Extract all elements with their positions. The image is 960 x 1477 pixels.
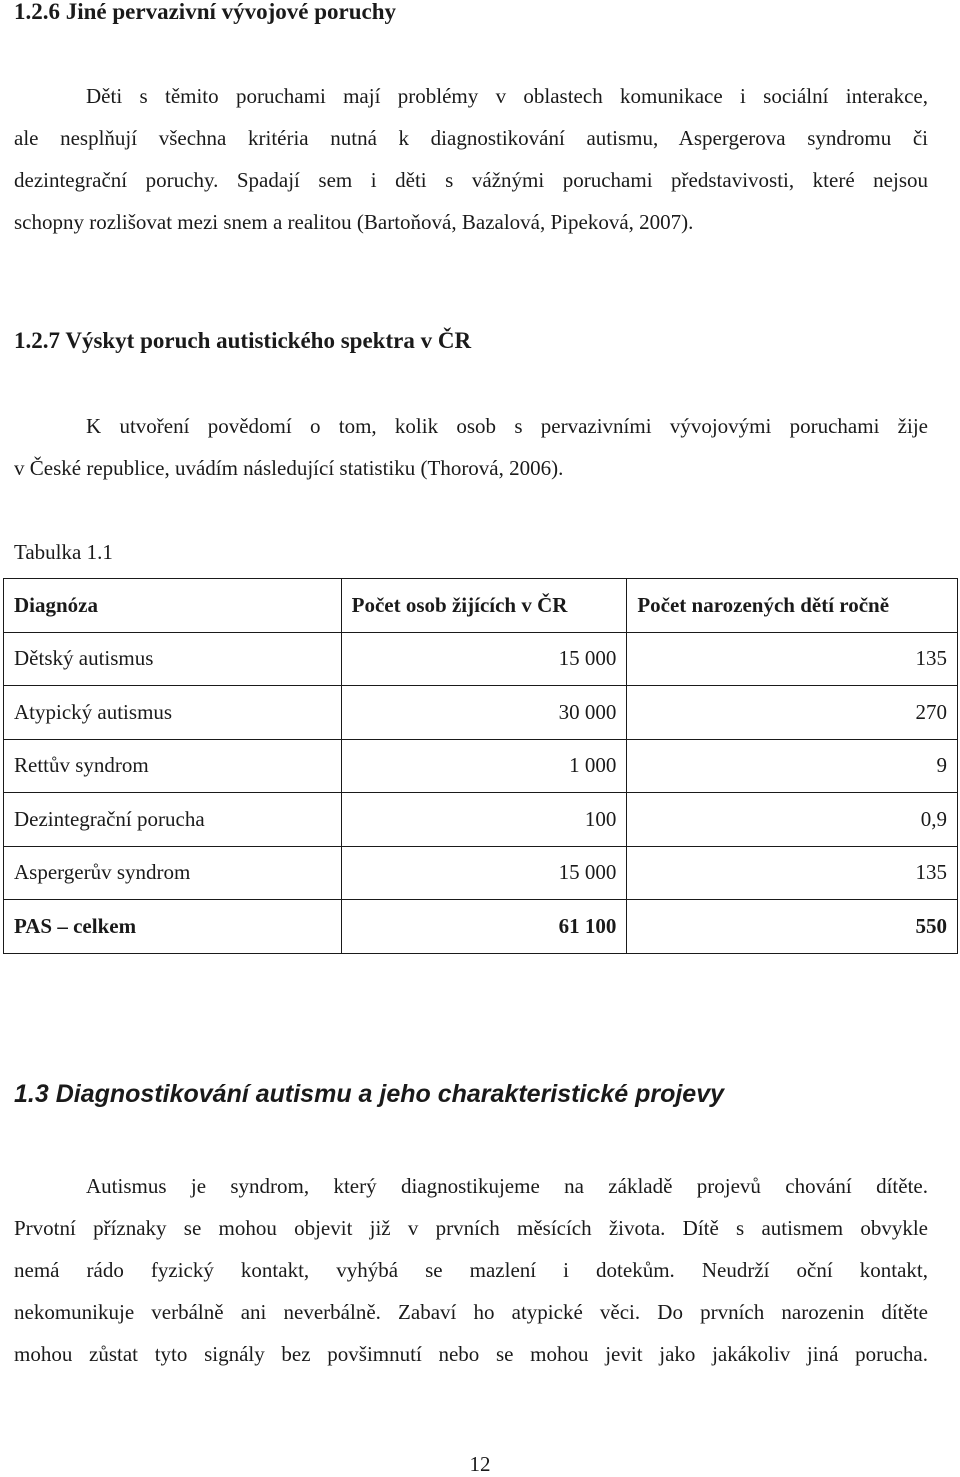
- table-caption: Tabulka 1.1: [14, 540, 113, 564]
- header-diagnosis: Diagnóza: [4, 579, 342, 633]
- cell-diagnosis: Aspergerův syndrom: [4, 846, 342, 900]
- cell-births-per-year: 135: [627, 632, 958, 686]
- cell-births-per-year: 9: [627, 739, 958, 793]
- paragraph-line: Děti s těmito poruchami mají problémy v oblastech komunikace i sociální interakce,: [86, 84, 928, 108]
- paragraph-line: K utvoření povědomí o tom, kolik osob s pervazivními vývojovými poruchami žije: [86, 414, 928, 438]
- header-births-per-year: Počet narozených dětí ročně: [627, 579, 958, 633]
- paragraph-line: Autismus je syndrom, který diagnostikujeme na základě projevů chování dítěte.: [86, 1174, 928, 1198]
- cell-diagnosis: Rettův syndrom: [4, 739, 342, 793]
- cell-living-count: 1 000: [341, 739, 627, 793]
- cell-births-per-year: 270: [627, 686, 958, 740]
- table-row: [4, 793, 958, 847]
- table-header-row: [4, 579, 958, 633]
- paragraph-line: v České republice, uvádím následující statistiku (Thorová, 2006).: [14, 456, 564, 480]
- cell-total-living-count: 61 100: [341, 900, 627, 954]
- table-total-row: [4, 900, 958, 954]
- cell-living-count: 15 000: [341, 846, 627, 900]
- section-heading-1-3: 1.3 Diagnostikování autismu a jeho charakteristické projevy: [14, 1080, 724, 1108]
- table-row: [4, 846, 958, 900]
- paragraph-line: nekomunikuje verbálně ani neverbálně. Zabaví ho atypické věci. Do prvních narozenin dítěte: [14, 1300, 928, 1324]
- paragraph-line: ale nesplňují všechna kritéria nutná k diagnostikování autismu, Aspergerova syndromu či: [14, 126, 928, 150]
- cell-diagnosis: Dětský autismus: [4, 632, 342, 686]
- cell-living-count: 30 000: [341, 686, 627, 740]
- cell-living-count: 100: [341, 793, 627, 847]
- cell-total-label: PAS – celkem: [4, 900, 342, 954]
- cell-births-per-year: 135: [627, 846, 958, 900]
- header-living-count: Počet osob žijících v ČR: [341, 579, 627, 633]
- cell-living-count: 15 000: [341, 632, 627, 686]
- table-row: [4, 739, 958, 793]
- table-row: [4, 686, 958, 740]
- section-heading-1-2-6: 1.2.6 Jiné pervazivní vývojové poruchy: [14, 0, 397, 24]
- cell-diagnosis: Dezintegrační porucha: [4, 793, 342, 847]
- paragraph-line: dezintegrační poruchy. Spadají sem i děti s vážnými poruchami představivosti, které nejsou: [14, 168, 928, 192]
- cell-diagnosis: Atypický autismus: [4, 686, 342, 740]
- paragraph-line: Prvotní příznaky se mohou objevit již v prvních měsících života. Dítě s autismem obvykle: [14, 1216, 928, 1240]
- paragraph-line: nemá rádo fyzický kontakt, vyhýbá se mazlení i dotekům. Neudrží oční kontakt,: [14, 1258, 928, 1282]
- section-heading-1-2-7: 1.2.7 Výskyt poruch autistického spektra v ČR: [14, 328, 472, 353]
- paragraph-line: schopny rozlišovat mezi snem a realitou (Bartoňová, Bazalová, Pipeková, 2007).: [14, 210, 694, 234]
- table-row: [4, 632, 958, 686]
- statistics-table: [3, 578, 958, 954]
- paragraph-line: mohou zůstat tyto signály bez povšimnutí nebo se mohou jevit jako jakákoliv jiná porucha.: [14, 1342, 928, 1366]
- cell-births-per-year: 0,9: [627, 793, 958, 847]
- page-number: 12: [469, 1452, 491, 1476]
- cell-total-births-per-year: 550: [627, 900, 958, 954]
